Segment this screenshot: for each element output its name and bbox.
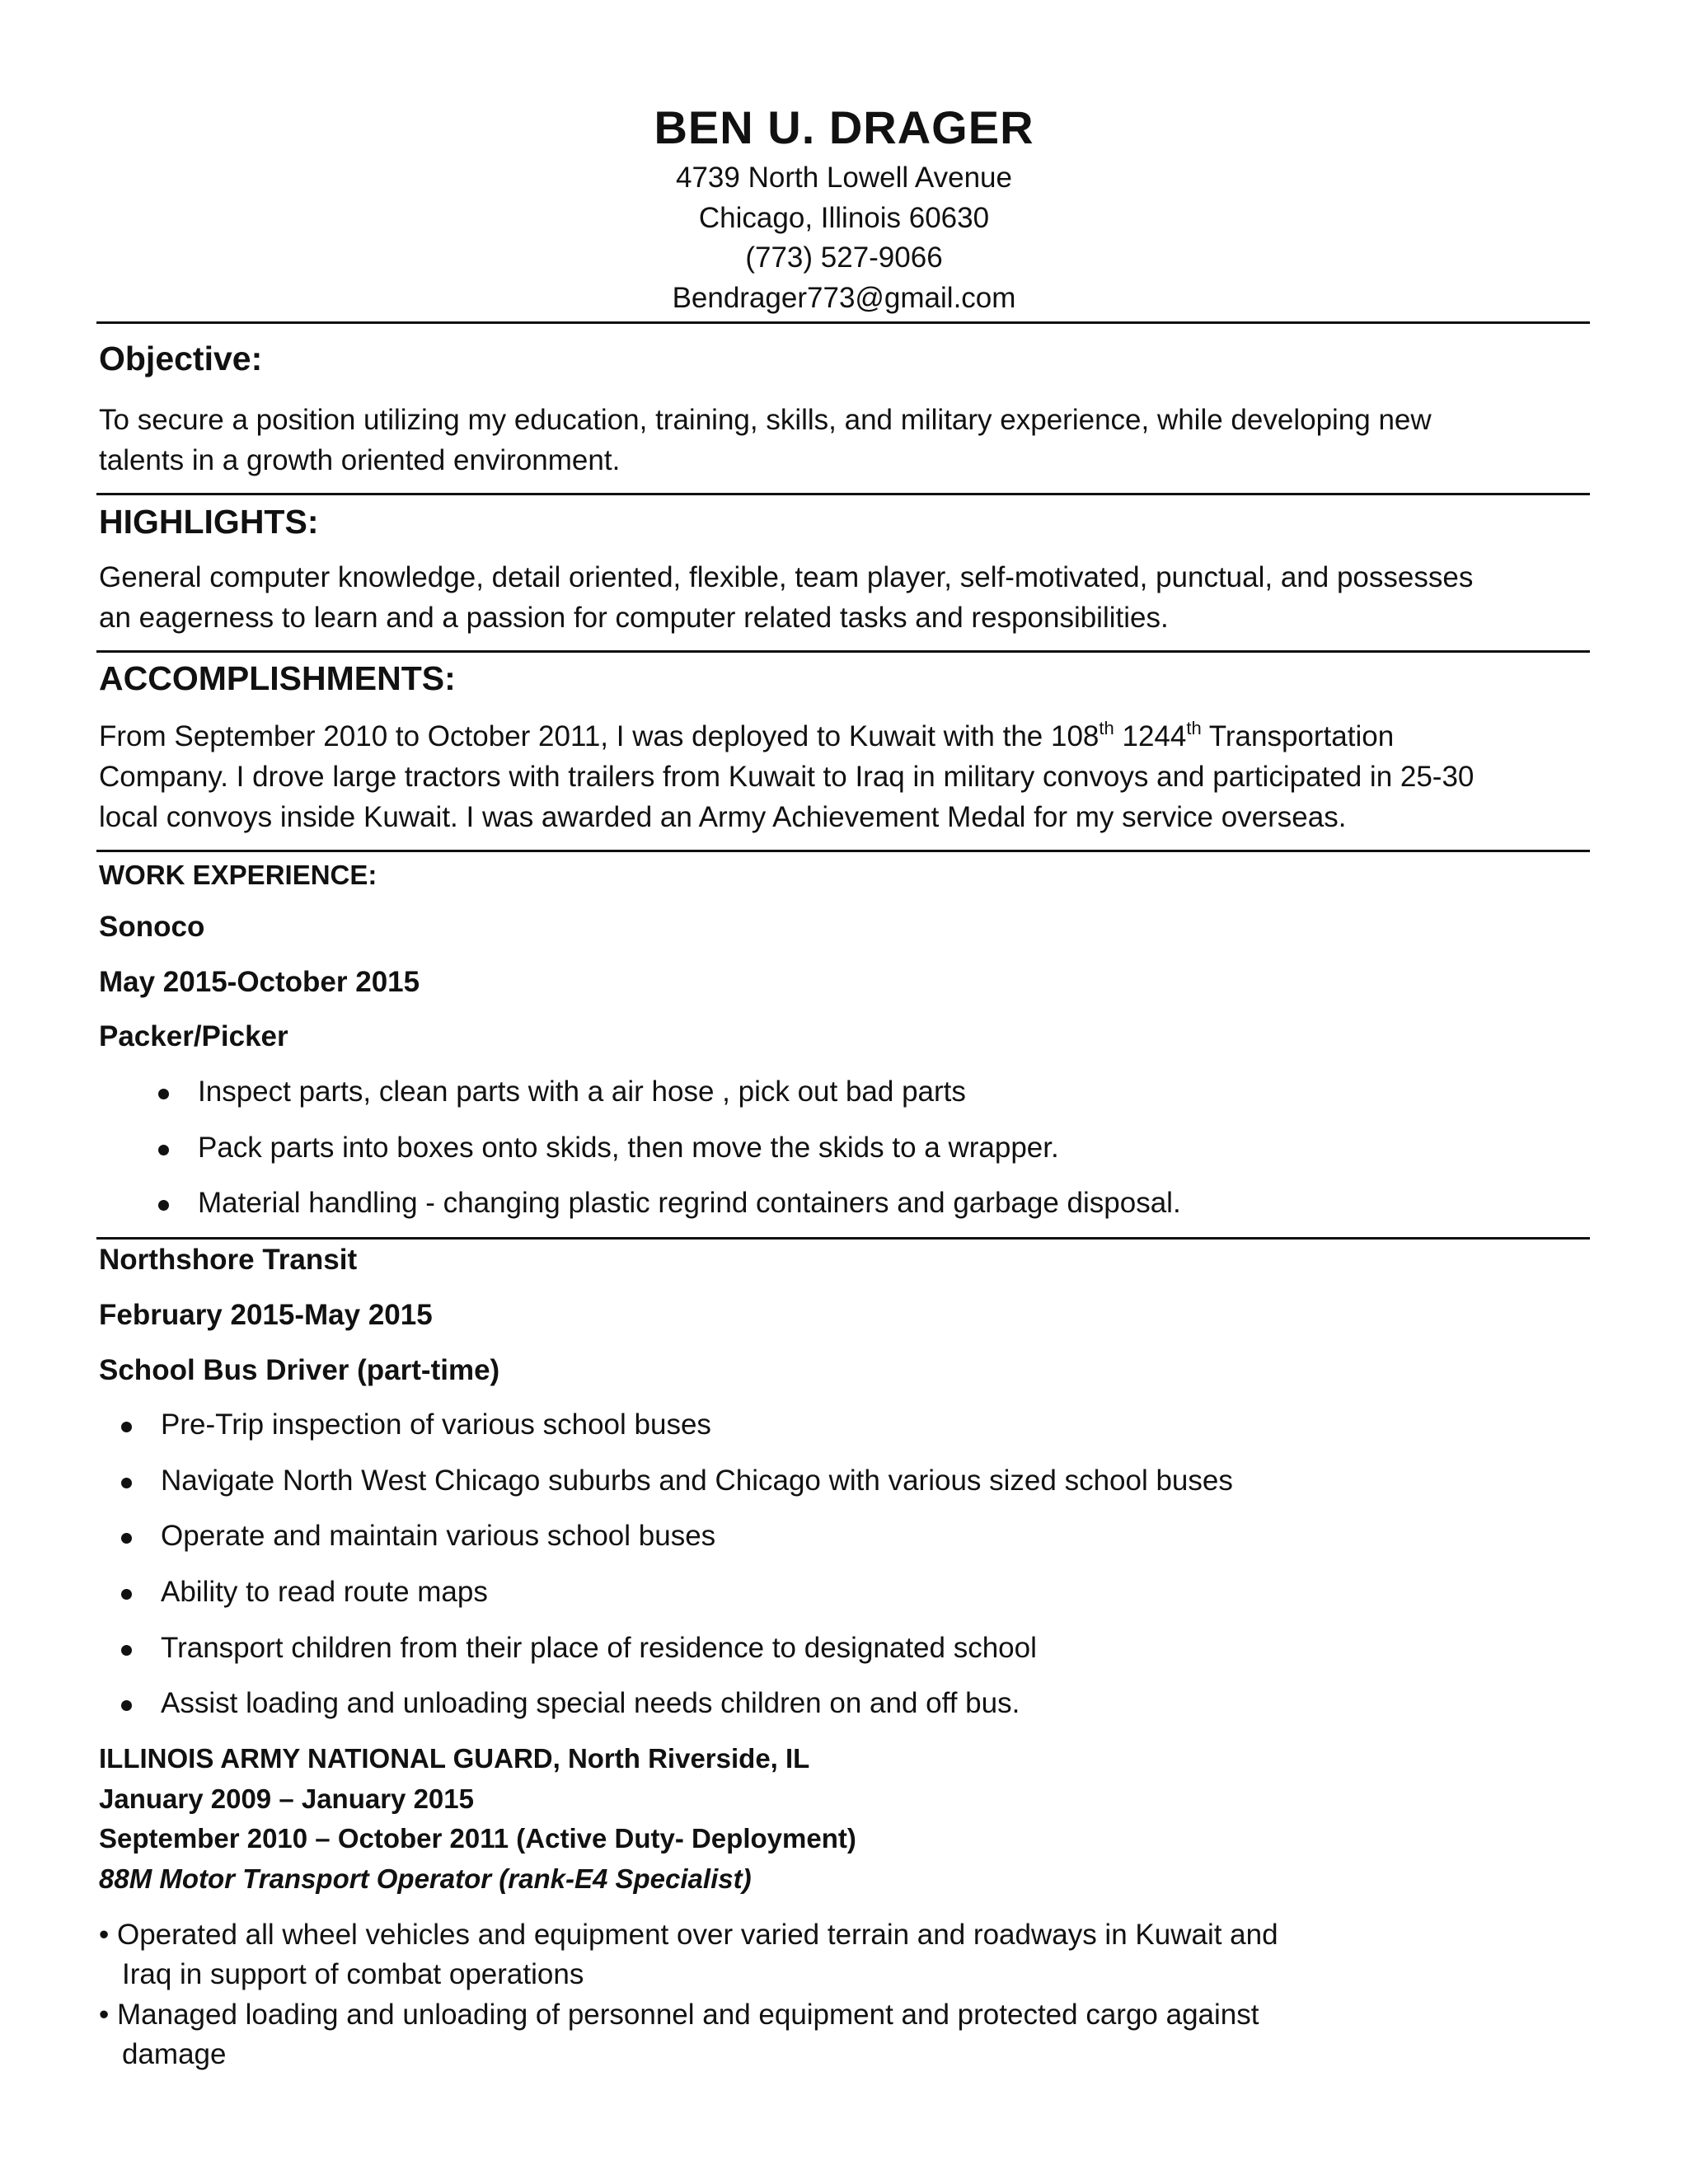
list-item: Operate and maintain various school buses <box>161 1520 716 1552</box>
list-item: • Managed loading and unloading of personnel and equipment and protected cargo against <box>99 1999 1259 2031</box>
bullet-icon <box>121 1533 132 1544</box>
list-item-continuation: Iraq in support of combat operations <box>122 1958 584 1990</box>
work-experience-heading: WORK EXPERIENCE: <box>99 860 377 890</box>
bullet-icon <box>121 1645 132 1656</box>
address-line-1: 4739 North Lowell Avenue <box>676 162 1012 194</box>
bullet-icon <box>121 1422 132 1432</box>
bullet-icon <box>158 1145 169 1155</box>
accomplishments-line-2: Company. I drove large tractors with trailers from Kuwait to Iraq in military convoys and participated in 25-30 <box>99 761 1475 793</box>
bullet-icon <box>158 1089 169 1099</box>
objective-line-1: To secure a position utilizing my education, training, skills, and military experience, while developing new <box>99 404 1432 436</box>
list-item: • Operated all wheel vehicles and equipment over varied terrain and roadways in Kuwait and <box>99 1919 1278 1951</box>
bullet-icon <box>121 1478 132 1488</box>
bullet-icon <box>121 1589 132 1600</box>
highlights-text <box>99 557 1599 638</box>
job-company: Northshore Transit <box>99 1244 358 1276</box>
phone-number: (773) 527-9066 <box>745 241 943 274</box>
accomplishments-line-3: local convoys inside Kuwait. I was awarded an Army Achievement Medal for my service overseas. <box>99 801 1347 833</box>
job-deployment-dates: September 2010 – October 2011 (Active Duty- Deployment) <box>99 1823 856 1854</box>
list-item: Material handling - changing plastic regrind containers and garbage disposal. <box>198 1187 1181 1219</box>
email-address: Bendrager773@gmail.com <box>672 282 1016 314</box>
list-item: Assist loading and unloading special needs children on and off bus. <box>161 1687 1020 1719</box>
job-company: Sonoco <box>99 911 205 943</box>
job-dates: February 2015-May 2015 <box>99 1299 433 1331</box>
section-divider <box>96 321 1590 324</box>
highlights-heading: HIGHLIGHTS: <box>99 503 319 541</box>
applicant-name: BEN U. DRAGER <box>654 101 1034 153</box>
job-title: School Bus Driver (part-time) <box>99 1354 500 1386</box>
bullet-icon <box>121 1700 132 1711</box>
job-title: 88M Motor Transport Operator (rank-E4 Specialist) <box>99 1863 752 1894</box>
job-dates: January 2009 – January 2015 <box>99 1783 474 1814</box>
bullet-icon <box>158 1200 169 1211</box>
job-title: Packer/Picker <box>99 1020 288 1052</box>
job-company: ILLINOIS ARMY NATIONAL GUARD, North Riverside, IL <box>99 1743 810 1774</box>
job-dates: May 2015-October 2015 <box>99 966 420 998</box>
highlights-line-2: an eagerness to learn and a passion for computer related tasks and responsibilities. <box>99 602 1169 634</box>
accomplishments-text <box>99 716 1599 837</box>
objective-text <box>99 400 1599 480</box>
accomplishments-line-1: From September 2010 to October 2011, I was deployed to Kuwait with the 108th 1244th Transportation <box>99 718 1395 752</box>
list-item: Transport children from their place of residence to designated school <box>161 1632 1037 1664</box>
section-divider <box>96 493 1590 495</box>
list-item: Pre-Trip inspection of various school buses <box>161 1408 711 1441</box>
objective-heading: Objective: <box>99 340 263 377</box>
section-divider <box>96 1237 1590 1240</box>
list-item: Navigate North West Chicago suburbs and Chicago with various sized school buses <box>161 1465 1233 1497</box>
section-divider <box>96 650 1590 653</box>
address-line-2: Chicago, Illinois 60630 <box>698 202 990 234</box>
section-divider <box>96 850 1590 852</box>
list-item-continuation: damage <box>122 2038 227 2070</box>
list-item: Ability to read route maps <box>161 1576 488 1608</box>
objective-line-2: talents in a growth oriented environment. <box>99 444 621 476</box>
accomplishments-heading: ACCOMPLISHMENTS: <box>99 659 456 697</box>
highlights-line-1: General computer knowledge, detail oriented, flexible, team player, self-motivated, punctual, and possesses <box>99 561 1474 593</box>
list-item: Pack parts into boxes onto skids, then move the skids to a wrapper. <box>198 1132 1059 1164</box>
list-item: Inspect parts, clean parts with a air hose , pick out bad parts <box>198 1076 966 1108</box>
